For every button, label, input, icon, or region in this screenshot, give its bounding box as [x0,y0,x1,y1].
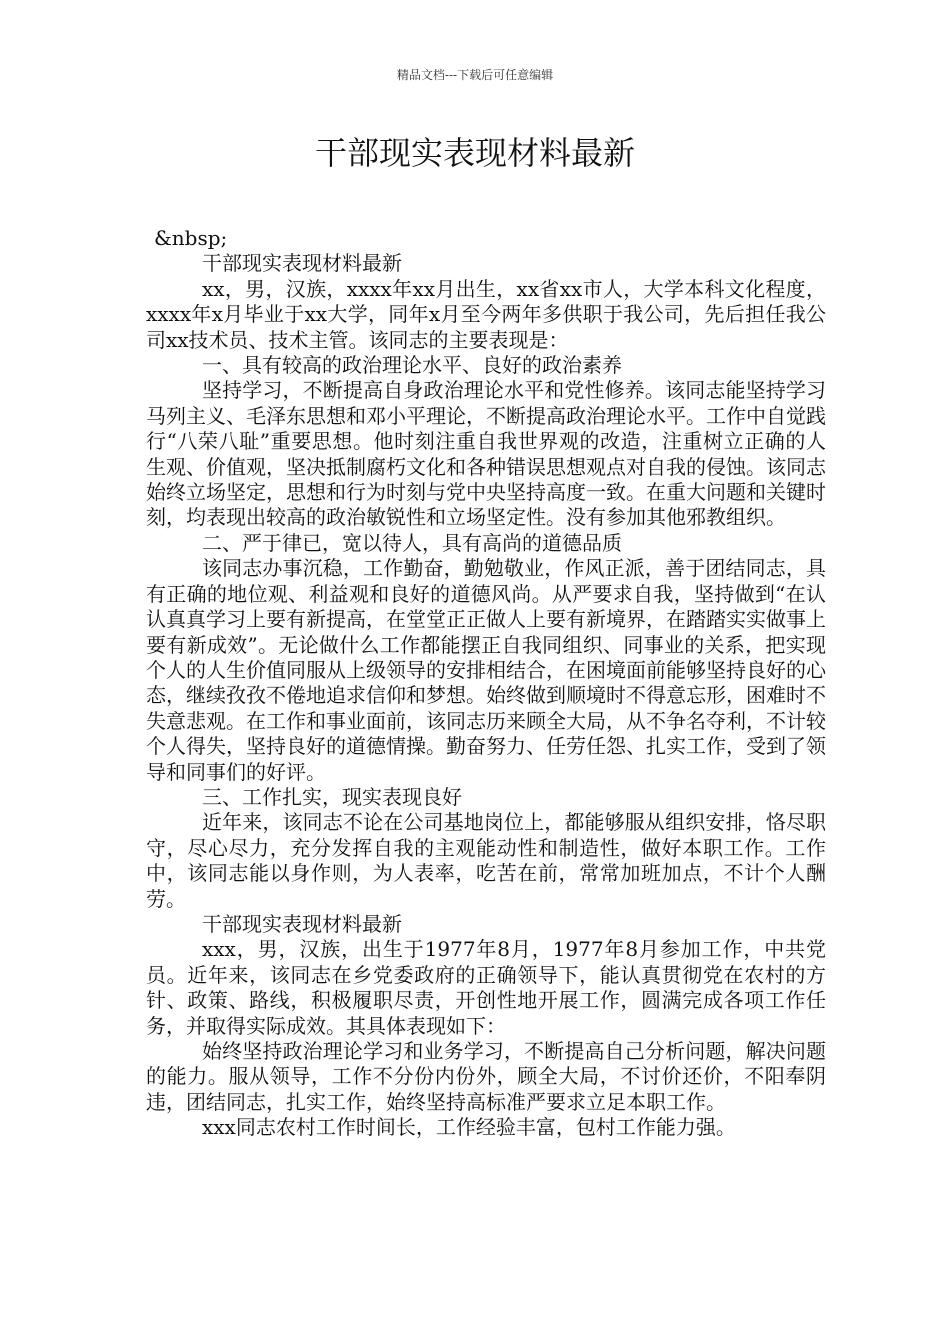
section-title: 干部现实表现材料最新 [202,251,402,276]
paragraph: xx，男，汉族，xxxx年xx月出生，xx省xx市人，大学本科文化程度，xxxx年x月毕业于xx大学，同年x月至今两年多供职于我公司，先后担任我公司xx技术员、技术主管。该同志的主要表现是： [146,276,826,352]
section-title: 干部现实表现材料最新 [202,911,402,936]
paragraph-placeholder: &nbsp; [154,226,228,250]
section-heading: 一、具有较高的政治理论水平、良好的政治素养 [202,353,622,378]
document-title: 干部现实表现材料最新 [314,134,635,172]
document-body [146,226,826,1141]
paragraph: xxx同志农村工作时间长，工作经验丰富，包村工作能力强。 [202,1115,736,1140]
paragraph: 坚持学习，不断提高自身政治理论水平和党性修养。该同志能坚持学习马列主义、毛泽东思想和邓小平理论，不断提高政治理论水平。工作中自觉践行“八荣八耻”重要思想。他时刻注重自我世界观的改造，注重树立正确的人生观、价值观，坚决抵制腐朽文化和各种错误思想观点对自我的侵蚀。该同志始终立场坚定，思想和行为时刻与党中央坚持高度一致。在重大问题和关键时刻，均表现出较高的政治敏锐性和立场坚定性。没有参加其他邪教组织。 [146,378,826,530]
section-heading: 三、工作扎实，现实表现良好 [202,784,462,809]
paragraph: xxx，男，汉族，出生于1977年8月，1977年8月参加工作，中共党员。近年来，该同志在乡党委政府的正确领导下，能认真贯彻党在农村的方针、政策、路线，积极履职尽责，开创性地开展工作，圆满完成各项工作任务，并取得实际成效。其具体表现如下： [146,937,826,1038]
section-heading: 二、严于律已，宽以待人，具有高尚的道德品质 [202,530,622,555]
page-header: 精品文档---下载后可任意编辑 [396,68,554,82]
paragraph: 该同志办事沉稳，工作勤奋，勤勉敬业，作风正派，善于团结同志，具有正确的地位观、利益观和良好的道德风尚。从严要求自我，坚持做到“在认认真真学习上要有新提高，在堂堂正正做人上要有新境界，在踏踏实实做事上要有新成效”。无论做什么工作都能摆正自我同组织、同事业的关系，把实现个人的人生价值同服从上级领导的安排相结合，在困境面前能够坚持良好的心态，继续孜孜不倦地追求信仰和梦想。始终做到顺境时不得意忘形，困难时不失意悲观。在工作和事业面前，该同志历来顾全大局，从不争名夺利，不计较个人得失，坚持良好的道德情操。勤奋努力、任劳任怨、扎实工作，受到了领导和同事们的好评。 [146,556,826,784]
paragraph: 始终坚持政治理论学习和业务学习，不断提高自己分析问题，解决问题的能力。服从领导，工作不分份内份外，顾全大局，不讨价还价，不阳奉阴违，团结同志，扎实工作，始终坚持高标准严要求立足本职工作。 [146,1039,826,1114]
paragraph: 近年来，该同志不论在公司基地岗位上，都能够服从组织安排，恪尽职守，尽心尽力，充分发挥自我的主观能动性和制造性，做好本职工作。工作中，该同志能以身作则，为人表率，吃苦在前，常常加班加点，不计个人酬劳。 [146,810,826,911]
